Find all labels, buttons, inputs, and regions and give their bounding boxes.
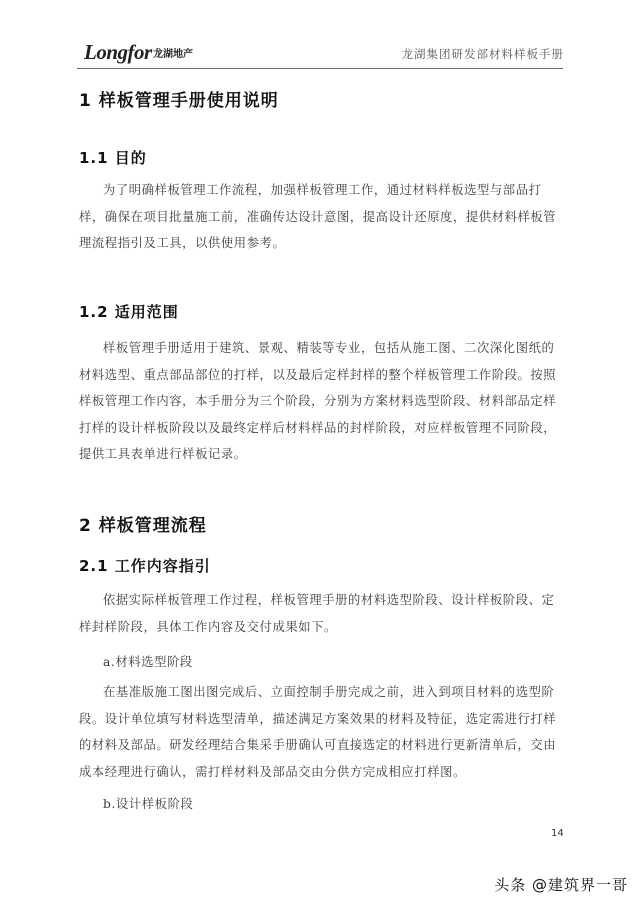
logo-chinese: 龙湖地产 bbox=[153, 49, 193, 60]
subsection-b-title: b.设计样板阶段 bbox=[103, 797, 194, 811]
section-2-1-text: 依据实际样板管理工作过程，样板管理手册的材料选型阶段、设计样板阶段、定样封样阶段，具体工作内容及交付成果如下。 bbox=[79, 593, 555, 634]
section-1-1-title: 1.1 目的 bbox=[79, 149, 147, 167]
section-1-2-text: 样板管理手册适用于建筑、景观、精装等专业，包括从施工图、二次深化图纸的材料选型、重点部品部位的打样，以及最后定样封样的整个样板管理工作阶段。按照样板管理工作内容，本手册分为三个阶段，分别为方案材料选型阶段、材料部品定样打样的设计样板阶段以及最终定样后材料样品的封样阶段，对应样板管理不同阶段，提供工具表单进行样板记录。 bbox=[79, 341, 557, 461]
subsection-a-title: a.材料选型阶段 bbox=[103, 655, 193, 669]
header-divider bbox=[77, 68, 563, 69]
section-2-1-title: 2.1 工作内容指引 bbox=[79, 557, 211, 575]
watermark: 头条 @建筑界一哥 bbox=[494, 876, 628, 894]
logo: Longfor bbox=[84, 40, 152, 64]
section-1-1-text: 为了明确样板管理工作流程，加强样板管理工作，通过材料样板选型与部品打样，确保在项目批量施工前，准确传达设计意图，提高设计还原度，提供材料样板管理流程指引及工具，以供使用参考。 bbox=[79, 183, 557, 250]
page-number: 14 bbox=[551, 828, 564, 839]
section-1-title: 1 样板管理手册使用说明 bbox=[79, 91, 279, 111]
section-2-title: 2 样板管理流程 bbox=[79, 516, 207, 536]
header-title: 龙湖集团研发部材料样板手册 bbox=[401, 47, 564, 61]
subsection-a-text: 在基准版施工图出图完成后、立面控制手册完成之前，进入到项目材料的选型阶段。设计单位填写材料选型清单，描述满足方案效果的材料及特征，选定需进行打样的材料及部品。研发经理结合集采手册确认可直接选定的材料进行更新清单后，交由成本经理进行确认，需打样材料及部品交由分供方完成相应打样图。 bbox=[79, 685, 557, 779]
section-1-2-title: 1.2 适用范围 bbox=[79, 303, 179, 321]
page-header bbox=[0, 0, 640, 70]
